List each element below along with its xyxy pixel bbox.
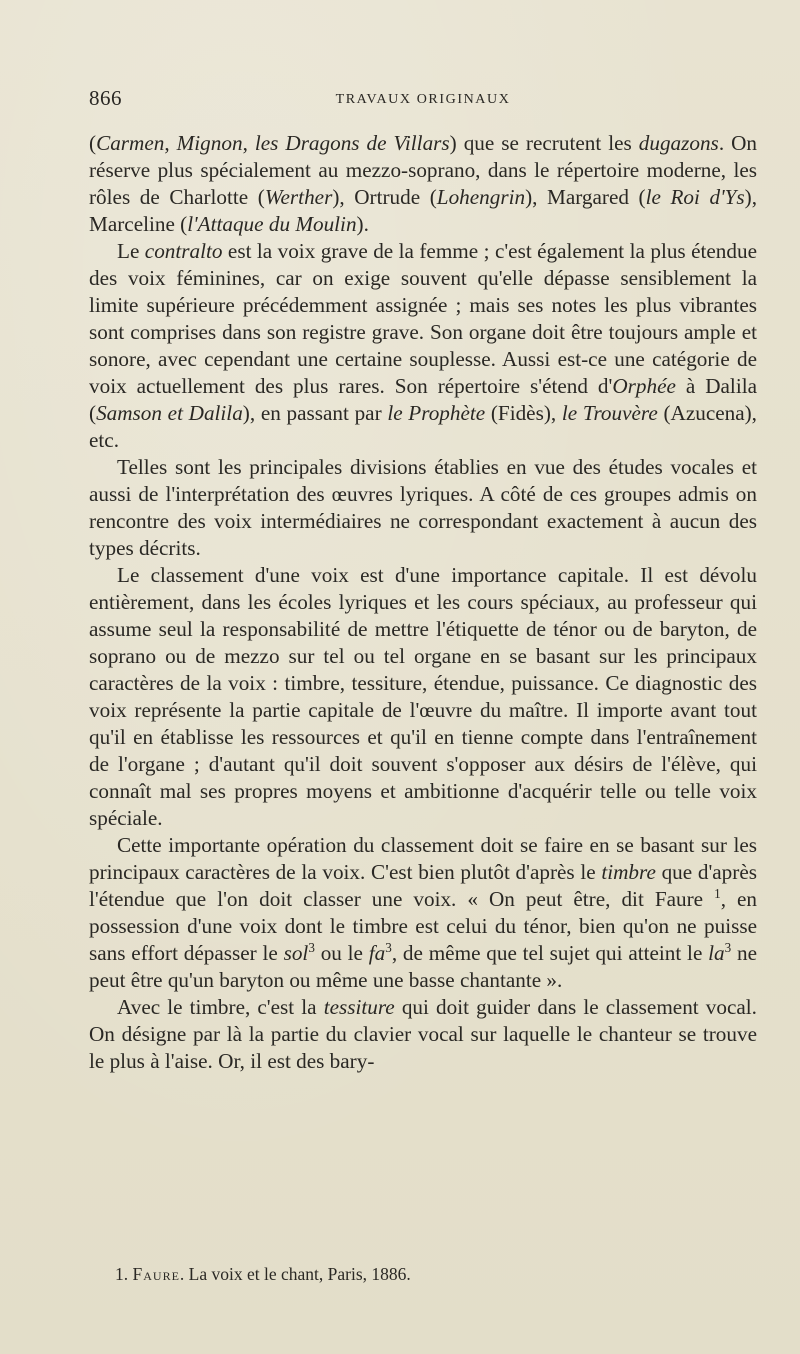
text-run: , de même que tel sujet qui atteint le [391,941,709,965]
octave-number: 3 [385,939,392,955]
text-run: Cette importante opération du classement doit se faire en se basant sur les principaux caractères de la voix. C'est bien plutôt d'après le [89,833,757,884]
paragraph-5 [89,832,757,994]
text-run: ). [356,212,369,236]
title-lohengrin: Lohengrin [436,185,526,209]
octave-number: 3 [308,939,315,955]
text-run: est la voix grave de la femme ; c'est également la plus étendue des voix féminines, car on exige souvent qu'elle dépasse sensiblement la limite supérieure précédemment assignée ; mais ses notes les plus vibrantes sont comprises dans son registre grave. Son organe doit être toujours ample et sonore, avec cependant une certaine souplesse. Aussi est-ce une catégorie de voix actuellement des plus rares. Son répertoire s'étend d' [89,239,757,398]
note-la: la [708,941,725,965]
text-run: , [164,131,177,155]
note-fa: fa [368,941,386,965]
text-run: . On réserve plus spécialement au mezzo-soprano, dans le répertoire moderne, les rôles de Charlotte ( [89,131,757,209]
title-dragons-de-villars: les Dragons de Villars [254,131,450,155]
footnote-text: . La voix et le chant, Paris, 1886. [179,1264,411,1284]
text-run: ), Marceline ( [89,185,757,236]
text-run: ), Margared ( [525,185,646,209]
title-orphee: Orphée [612,374,676,398]
text-run: qui doit guider dans le classement vocal. On désigne par là la partie du clavier vocal sur laquelle le chanteur se trouve le plus à l'aise. Or, il est des bary- [89,995,757,1073]
footnote [115,1264,755,1285]
text-run: ( [89,131,97,155]
text-run: que d'après l'étendue que l'on doit classer une voix. « On peut être, dit Faure [89,860,757,911]
footnote-author: Faure [132,1264,180,1284]
body-text [89,130,757,1075]
text-run: ), en passant par [242,401,388,425]
text-run: Avec le timbre, c'est la [117,995,324,1019]
page-number: 866 [89,86,122,110]
title-le-prophete: le Prophète [387,401,486,425]
title-le-trouvere: le Trouvère [561,401,658,425]
text-run: ) que se recrutent les [449,131,639,155]
title-samson-et-dalila: Samson et Dalila [96,401,243,425]
text-run: (Fidès), [485,401,562,425]
title-carmen: Carmen [96,131,165,155]
text-run: à Dalila ( [89,374,757,425]
text-run: , [242,131,255,155]
paragraph-1 [89,130,757,238]
text-run: ), Ortrude ( [332,185,437,209]
footnote-number: 1. [115,1264,129,1284]
page-header [89,86,757,116]
paragraph-2 [89,238,757,454]
running-head: TRAVAUX ORIGINAUX [335,92,511,107]
term-tessiture: tessiture [323,995,395,1019]
text-run: (Azucena), etc. [89,401,757,452]
octave-number: 3 [724,939,732,955]
note-sol: sol [283,941,309,965]
term-dugazons: dugazons [638,131,719,155]
text-run: Le [117,239,145,263]
term-contralto: contralto [144,239,223,263]
title-attaque-du-moulin: l'Attaque du Moulin [187,212,357,236]
text-run: ou le [314,941,369,965]
paragraph-6 [89,994,757,1075]
paragraph-3: Telles sont les principales divisions établies en vue des études vocales et aussi de l'interprétation des œuvres lyriques. A côté de ces groupes admis on rencontre des voix intermédiaires ne correspondant exactement à aucun des types décrits. [89,455,757,560]
footnote-reference[interactable]: 1 [714,885,721,901]
title-werther: Werther [264,185,333,209]
paragraph-4: Le classement d'une voix est d'une importance capitale. Il est dévolu entièrement, dans les écoles lyriques et les cours spéciaux, au professeur qui assume seul la responsabilité de mettre l'étiquette de ténor ou de baryton, de soprano ou de mezzo sur tel ou tel organe en se basant sur les principaux caractères de la voix : timbre, tessiture, étendue, puissance. Ce diagnostic des voix représente la partie capitale de l'œuvre du maître. Il importe avant tout qu'il en établisse les ressources et qu'il en tienne compte dans l'entraînement de l'organe ; d'autant qu'il doit souvent s'opposer aux désirs de l'élève, qui connaît mal ses propres moyens et ambitionne d'acquérir telle ou telle voix spéciale. [89,563,757,830]
text-run: , en possession d'une voix dont le timbre est celui du ténor, bien qu'on ne puisse sans effort dépasser le [89,887,758,965]
text-run: ne peut être qu'un baryton ou même une basse chantante ». [89,941,757,992]
title-roi-d-ys: le Roi d'Ys [645,185,745,209]
term-timbre: timbre [601,860,656,884]
title-mignon: Mignon [176,131,243,155]
